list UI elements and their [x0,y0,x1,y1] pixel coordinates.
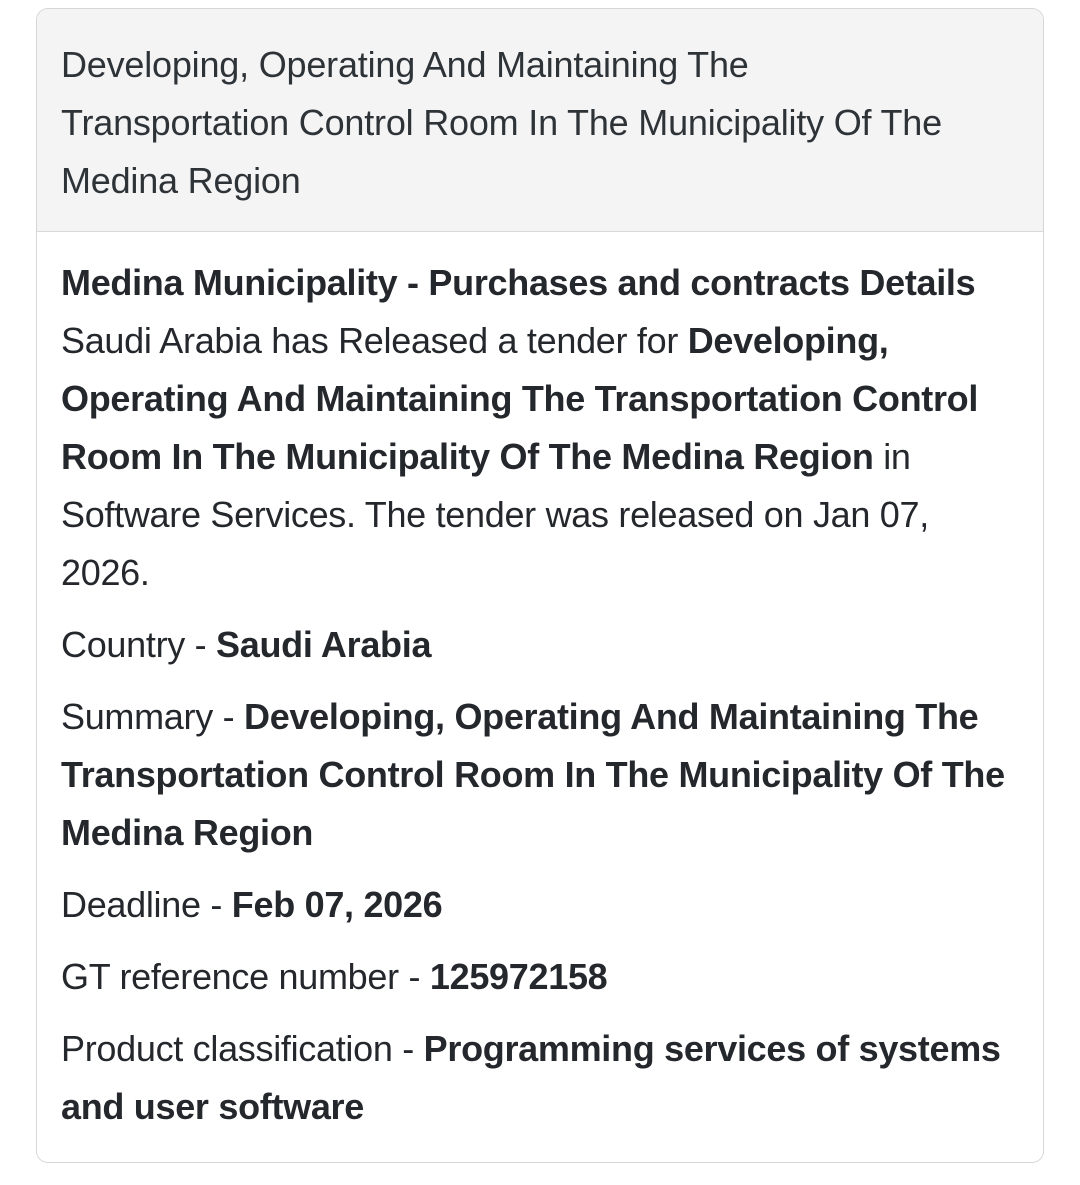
field-label-gt-reference: GT reference number - [61,956,430,997]
tender-card-body [37,232,1043,1162]
tender-intro-text-before: Saudi Arabia has Released a tender for [61,320,688,361]
field-value-product-classification: Programming services of systems and user software [61,1028,1001,1127]
tender-intro-paragraph [61,254,1019,602]
field-row-gt-reference [61,948,1019,1006]
field-label-country: Country - [61,624,217,665]
field-value-country: Saudi Arabia [216,624,432,665]
field-label-product-classification: Product classification - [61,1028,424,1069]
field-row-product-classification [61,1020,1019,1136]
field-value-summary: Developing, Operating And Maintaining The Transportation Control Room In The Municipality Of The Medina Region [61,696,1005,853]
field-label-deadline: Deadline - [61,884,232,925]
field-value-gt-reference: 125972158 [429,956,608,997]
tender-title: Developing, Operating And Maintaining The Transportation Control Room In The Municipality Of The Medina Region [61,44,942,201]
tender-intro-lead: Medina Municipality - Purchases and contracts Details [61,262,976,303]
tender-card [36,8,1044,1163]
field-value-deadline: Feb 07, 2026 [231,884,443,925]
field-row-country [61,616,1019,674]
field-row-summary [61,688,1019,862]
field-row-deadline [61,876,1019,934]
tender-intro-text-after: in Software Services. The tender was released on Jan 07, 2026. [61,436,929,593]
tender-card-header [37,9,1043,232]
tender-intro-tender-name: Developing, Operating And Maintaining The Transportation Control Room In The Municipality Of The Medina Region [61,320,979,477]
field-label-summary: Summary - [61,696,245,737]
